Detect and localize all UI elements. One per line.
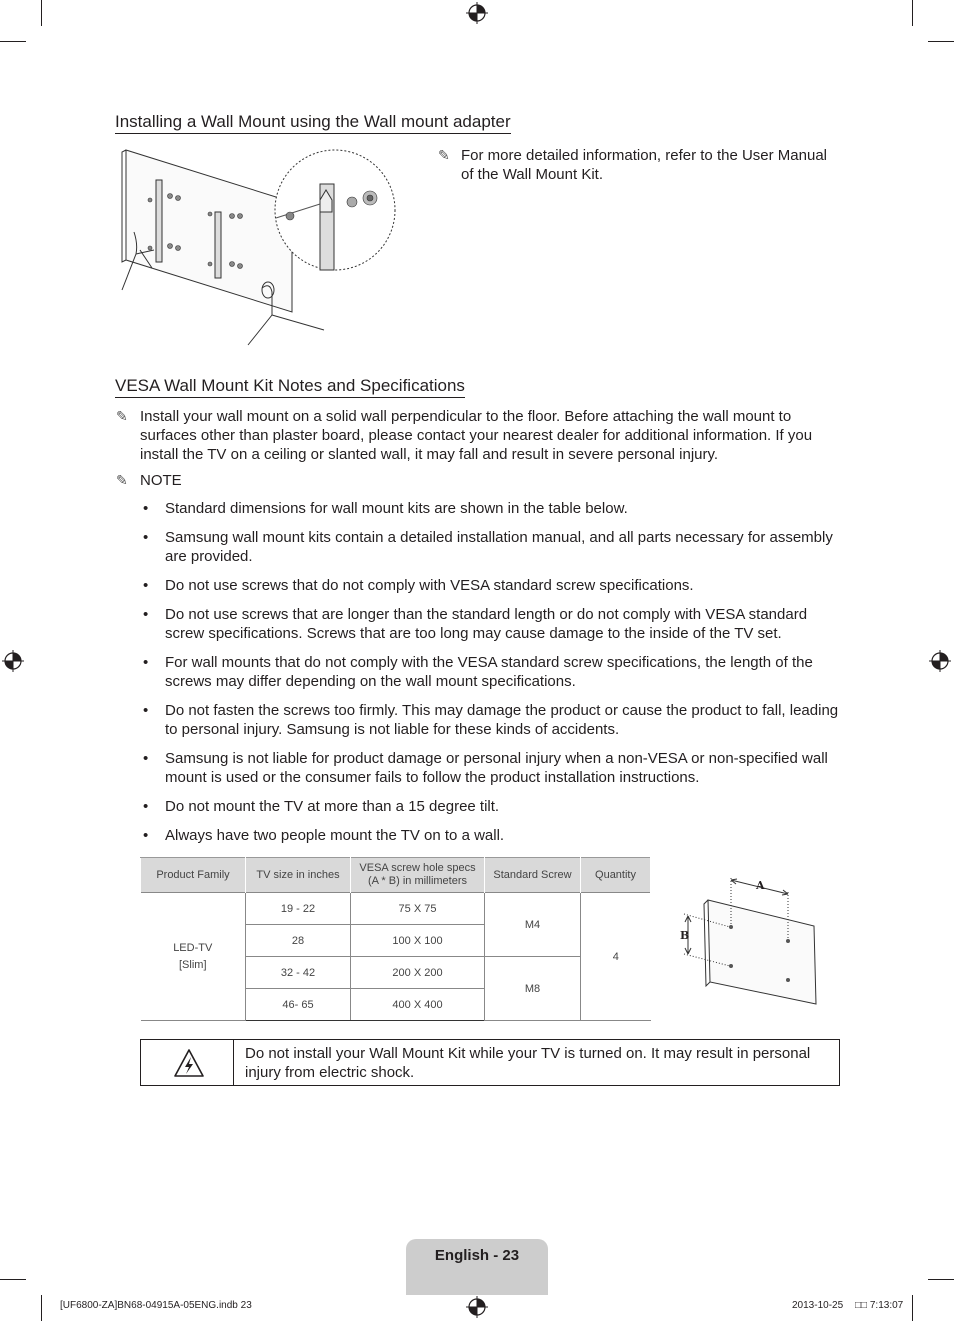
footer-time: □□ 7:13:07: [855, 1300, 904, 1311]
list-item: • For wall mounts that do not comply with the VESA standard screw specifications, the length of the screws may differ depending on the wall mount specifications.: [143, 654, 813, 690]
warning-icon-cell: [141, 1040, 234, 1085]
note-label: NOTE: [140, 472, 182, 489]
vesa-cell: 100 X 100: [351, 925, 485, 957]
registration-mark-icon: [929, 650, 951, 672]
crop-mark: [928, 1279, 954, 1280]
header-quantity: Quantity: [581, 858, 651, 893]
vesa-cell: 400 X 400: [351, 989, 485, 1021]
list-item: • Samsung wall mount kits contain a detailed installation manual, and all parts necessary for assembly are provided.: [143, 529, 833, 565]
electric-shock-warning-box: [140, 1039, 840, 1086]
table-row: [141, 893, 651, 925]
section-heading-wall-mount-adapter: Installing a Wall Mount using the Wall mount adapter: [115, 112, 511, 134]
list-item: • Do not fasten the screws too firmly. This may damage the product or cause the product to fall, leading to personal injury. Samsung is not liable for these kinds of accidents.: [143, 702, 839, 738]
crop-mark: [41, 1295, 42, 1321]
pencil-note-icon: ✎: [438, 147, 450, 163]
warning-text: Do not install your Wall Mount Kit while your TV is turned on. It may result in personal injury from electric shock.: [245, 1045, 811, 1081]
footer-date: 2013-10-25: [792, 1300, 844, 1311]
vesa-cell: 75 X 75: [351, 893, 485, 925]
crop-mark: [912, 1295, 913, 1321]
install-solid-wall-note: Install your wall mount on a solid wall perpendicular to the floor. Before attaching the wall mount to surfaces other than plaster board, please contact your nearest dealer for additional information. If you install the TV on a ceiling or slanted wall, it may fall and result in severe personal injury.: [140, 408, 813, 463]
vesa-cell: 200 X 200: [351, 957, 485, 989]
screw-cell: M4: [485, 893, 581, 957]
tv-size-cell: 19 - 22: [246, 893, 351, 925]
registration-mark-icon: [466, 2, 488, 24]
footer-filename: [UF6800-ZA]BN68-04915A-05ENG.indb 23: [60, 1300, 252, 1311]
vesa-spec-table: [140, 857, 651, 1021]
wall-mount-adapter-illustration: [112, 140, 402, 350]
screw-cell: M8: [485, 957, 581, 1021]
crop-mark: [41, 0, 42, 26]
tv-size-cell: 28: [246, 925, 351, 957]
dimension-label-a: A: [756, 879, 765, 892]
table-header-row: [141, 858, 651, 893]
list-item: • Do not use screws that are longer than the standard length or do not comply with VESA standard screw specifications. Screws that are too long may cause damage to the inside of the TV set.: [143, 606, 808, 642]
list-item: • Do not mount the TV at more than a 15 degree tilt.: [143, 798, 500, 815]
header-product-family: Product Family: [141, 858, 246, 893]
vesa-dimension-diagram: [676, 874, 826, 1014]
crop-mark: [928, 41, 954, 42]
registration-mark-icon: [2, 650, 24, 672]
header-standard-screw: Standard Screw: [485, 858, 581, 893]
product-family-cell: LED-TV [Slim]: [141, 893, 246, 1021]
crop-mark: [912, 0, 913, 26]
header-tv-size: TV size in inches: [246, 858, 351, 893]
note-bullet-list: [141, 499, 841, 855]
section-heading-vesa-notes: VESA Wall Mount Kit Notes and Specifications: [115, 376, 465, 398]
tv-size-cell: 32 - 42: [246, 957, 351, 989]
registration-mark-icon: [466, 1296, 488, 1318]
list-item: • Do not use screws that do not comply with VESA standard screw specifications.: [143, 577, 694, 594]
electric-shock-warning-icon: [173, 1048, 205, 1078]
dimension-label-b: B: [680, 929, 690, 942]
page-number: English - 23: [434, 1247, 520, 1264]
crop-mark: [0, 41, 26, 42]
pencil-note-icon: ✎: [116, 472, 128, 488]
list-item: • Standard dimensions for wall mount kits are shown in the table below.: [143, 500, 628, 517]
tv-size-cell: 46- 65: [246, 989, 351, 1021]
crop-mark: [0, 1279, 26, 1280]
quantity-cell: 4: [581, 893, 651, 1021]
page-number-tab: [406, 1239, 548, 1295]
header-vesa-specs: VESA screw hole specs (A * B) in millimeters: [351, 858, 485, 893]
pencil-note-icon: ✎: [116, 408, 128, 424]
list-item: • Samsung is not liable for product damage or personal injury when a non-VESA or non-specified wall mount is used or the consumer fails to follow the product installation instructions.: [143, 750, 828, 786]
wall-mount-kit-note: For more detailed information, refer to the User Manual of the Wall Mount Kit.: [461, 147, 827, 183]
list-item: • Always have two people mount the TV on to a wall.: [143, 827, 505, 844]
